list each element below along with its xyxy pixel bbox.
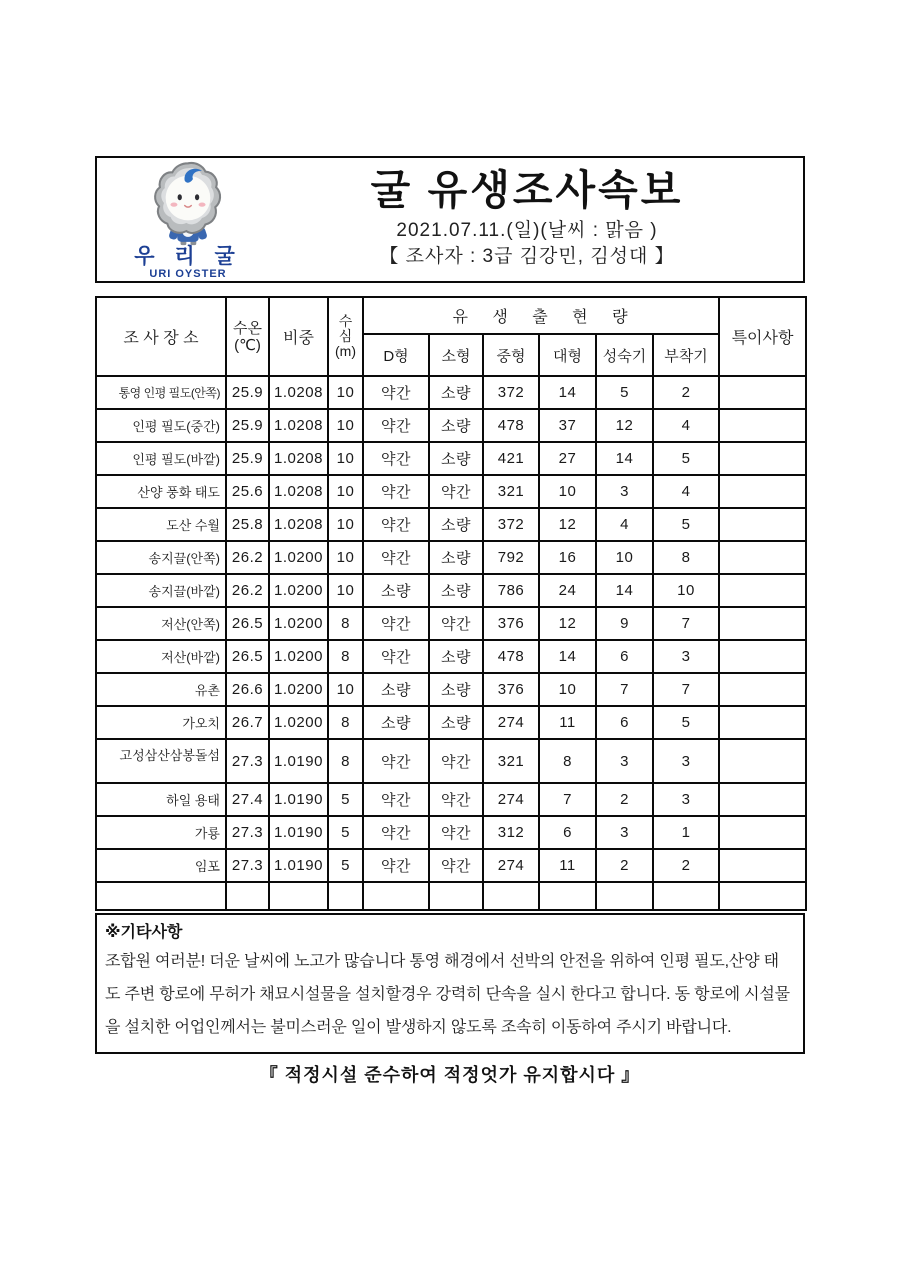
table-row — [96, 574, 806, 607]
cell-note — [719, 475, 806, 508]
oyster-mascot-icon — [142, 160, 234, 246]
uri-oyster-logo — [123, 160, 253, 281]
cell-d-type: 약간 — [363, 376, 429, 409]
cell-depth: 8 — [328, 739, 363, 783]
cell-water-temp: 26.6 — [226, 673, 269, 706]
footer-slogan: 『 적정시설 준수하여 적정엇가 유지합시다 』 — [259, 1065, 641, 1085]
col-header-location: 조 사 장 소 — [96, 297, 226, 376]
cell-attaching: 2 — [653, 376, 719, 409]
cell-large — [539, 882, 596, 910]
cell-specific-gravity: 1.0208 — [269, 508, 328, 541]
cell-location: 가오치 — [96, 706, 226, 739]
cell-water-temp: 26.5 — [226, 607, 269, 640]
cell-large: 10 — [539, 673, 596, 706]
cell-water-temp: 25.9 — [226, 376, 269, 409]
cell-note — [719, 640, 806, 673]
cell-depth: 8 — [328, 640, 363, 673]
cell-small: 소량 — [429, 409, 483, 442]
cell-mature: 2 — [596, 783, 653, 816]
cell-mature: 3 — [596, 816, 653, 849]
cell-note — [719, 607, 806, 640]
cell-attaching — [653, 882, 719, 910]
col-header-attaching: 부착기 — [653, 334, 719, 376]
cell-small: 약간 — [429, 849, 483, 882]
cell-d-type — [363, 882, 429, 910]
cell-small: 소량 — [429, 574, 483, 607]
cell-medium: 421 — [483, 442, 539, 475]
cell-mature: 3 — [596, 739, 653, 783]
cell-water-temp: 27.3 — [226, 849, 269, 882]
cell-depth — [328, 882, 363, 910]
cell-location: 저산(안쪽) — [96, 607, 226, 640]
cell-specific-gravity: 1.0190 — [269, 783, 328, 816]
table-row — [96, 607, 806, 640]
report-header — [95, 156, 805, 283]
cell-mature — [596, 882, 653, 910]
cell-depth: 5 — [328, 849, 363, 882]
cell-large: 16 — [539, 541, 596, 574]
cell-d-type: 약간 — [363, 849, 429, 882]
cell-large: 6 — [539, 816, 596, 849]
cell-specific-gravity: 1.0190 — [269, 816, 328, 849]
cell-attaching: 3 — [653, 783, 719, 816]
cell-water-temp: 26.7 — [226, 706, 269, 739]
cell-small: 약간 — [429, 475, 483, 508]
cell-attaching: 4 — [653, 409, 719, 442]
cell-location: 산양 풍화 태도 — [96, 475, 226, 508]
cell-depth: 10 — [328, 541, 363, 574]
cell-mature: 12 — [596, 409, 653, 442]
cell-mature: 4 — [596, 508, 653, 541]
cell-small: 소량 — [429, 376, 483, 409]
logo-english-name: URI OYSTER — [149, 268, 227, 280]
cell-location: 송지끌(바깥) — [96, 574, 226, 607]
cell-mature: 6 — [596, 706, 653, 739]
table-row — [96, 409, 806, 442]
cell-medium: 274 — [483, 783, 539, 816]
cell-mature: 3 — [596, 475, 653, 508]
cell-large: 11 — [539, 706, 596, 739]
cell-location: 하일 용태 — [96, 783, 226, 816]
cell-large: 12 — [539, 607, 596, 640]
table-row — [96, 739, 806, 783]
cell-small: 소량 — [429, 541, 483, 574]
cell-note — [719, 706, 806, 739]
cell-location: 인평 필도(바깥) — [96, 442, 226, 475]
cell-d-type: 약간 — [363, 640, 429, 673]
cell-note — [719, 541, 806, 574]
cell-d-type: 소량 — [363, 706, 429, 739]
cell-mature: 10 — [596, 541, 653, 574]
cell-depth: 10 — [328, 574, 363, 607]
report-date-weather: 2021.07.11.(일)(날씨 : 맑음 ) — [396, 220, 658, 241]
cell-depth: 10 — [328, 673, 363, 706]
cell-d-type: 약간 — [363, 739, 429, 783]
table-row — [96, 816, 806, 849]
cell-mature: 6 — [596, 640, 653, 673]
col-header-mature: 성숙기 — [596, 334, 653, 376]
cell-note — [719, 409, 806, 442]
cell-large: 10 — [539, 475, 596, 508]
cell-large: 12 — [539, 508, 596, 541]
cell-depth: 10 — [328, 376, 363, 409]
notes-body: 조합원 여러분! 더운 날씨에 노고가 많습니다 통영 해경에서 선박의 안전을 위하여 인평 필도,산양 태도 주변 항로에 무허가 채묘시설물을 설치할경우 강력히 단속을 실시 한다고 합니다. 동 항로에 시설물을 설치한 어업인께서는 불미스러운 일이 발생하지 않도록 조속히 이동하여 주시기 바랍니다. — [105, 953, 790, 1036]
cell-water-temp: 25.8 — [226, 508, 269, 541]
cell-note — [719, 816, 806, 849]
cell-specific-gravity: 1.0190 — [269, 849, 328, 882]
cell-d-type: 약간 — [363, 475, 429, 508]
cell-medium: 478 — [483, 640, 539, 673]
cell-mature: 14 — [596, 574, 653, 607]
report-surveyors: 【 조사자 : 3급 김강민, 김성대 】 — [379, 246, 675, 267]
table-row-empty — [96, 882, 806, 910]
cell-attaching: 1 — [653, 816, 719, 849]
cell-water-temp: 27.3 — [226, 816, 269, 849]
cell-specific-gravity: 1.0200 — [269, 574, 328, 607]
cell-medium: 321 — [483, 475, 539, 508]
cell-water-temp: 26.5 — [226, 640, 269, 673]
cell-attaching: 4 — [653, 475, 719, 508]
table-header — [96, 297, 806, 376]
cell-attaching: 5 — [653, 706, 719, 739]
cell-large: 11 — [539, 849, 596, 882]
col-header-larvae-occurrence: 유 생 출 현 량 — [363, 297, 719, 334]
cell-attaching: 7 — [653, 607, 719, 640]
table-row — [96, 706, 806, 739]
col-header-large: 대형 — [539, 334, 596, 376]
cell-depth: 10 — [328, 409, 363, 442]
table-row — [96, 442, 806, 475]
table-row — [96, 783, 806, 816]
cell-d-type: 약간 — [363, 816, 429, 849]
cell-water-temp: 27.4 — [226, 783, 269, 816]
cell-location: 임포 — [96, 849, 226, 882]
cell-specific-gravity: 1.0208 — [269, 409, 328, 442]
cell-note — [719, 442, 806, 475]
cell-medium: 376 — [483, 673, 539, 706]
cell-water-temp: 27.3 — [226, 739, 269, 783]
col-header-medium: 중형 — [483, 334, 539, 376]
cell-large: 8 — [539, 739, 596, 783]
cell-medium: 478 — [483, 409, 539, 442]
cell-water-temp: 26.2 — [226, 574, 269, 607]
cell-location — [96, 882, 226, 910]
cell-small: 소량 — [429, 508, 483, 541]
cell-medium: 792 — [483, 541, 539, 574]
cell-depth: 10 — [328, 475, 363, 508]
cell-location: 가룡 — [96, 816, 226, 849]
cell-note — [719, 783, 806, 816]
cell-specific-gravity: 1.0200 — [269, 673, 328, 706]
cell-location: 저산(바깥) — [96, 640, 226, 673]
cell-attaching: 3 — [653, 640, 719, 673]
col-header-small: 소형 — [429, 334, 483, 376]
cell-depth: 10 — [328, 442, 363, 475]
cell-water-temp: 25.9 — [226, 442, 269, 475]
cell-depth: 8 — [328, 607, 363, 640]
cell-specific-gravity: 1.0200 — [269, 640, 328, 673]
cell-attaching: 5 — [653, 442, 719, 475]
cell-water-temp: 25.6 — [226, 475, 269, 508]
cell-attaching: 8 — [653, 541, 719, 574]
cell-small: 약간 — [429, 783, 483, 816]
cell-small: 소량 — [429, 442, 483, 475]
col-header-water-temp: 수온 (℃) — [226, 297, 269, 376]
cell-attaching: 10 — [653, 574, 719, 607]
other-notes-section — [95, 913, 805, 1054]
cell-medium — [483, 882, 539, 910]
table-row — [96, 475, 806, 508]
cell-specific-gravity: 1.0208 — [269, 376, 328, 409]
cell-medium: 274 — [483, 849, 539, 882]
cell-mature: 2 — [596, 849, 653, 882]
logo-korean-name: 우 리 굴 — [134, 245, 242, 268]
cell-location: 송지끌(안쪽) — [96, 541, 226, 574]
cell-depth: 8 — [328, 706, 363, 739]
cell-location: 도산 수월 — [96, 508, 226, 541]
cell-large: 14 — [539, 376, 596, 409]
cell-depth: 5 — [328, 783, 363, 816]
cell-medium: 372 — [483, 376, 539, 409]
cell-attaching: 5 — [653, 508, 719, 541]
report-title: 굴 유생조사속보 — [370, 167, 684, 213]
cell-medium: 372 — [483, 508, 539, 541]
cell-mature: 7 — [596, 673, 653, 706]
cell-small — [429, 882, 483, 910]
cell-small: 소량 — [429, 640, 483, 673]
cell-specific-gravity: 1.0200 — [269, 706, 328, 739]
header-text-block — [257, 162, 797, 269]
cell-attaching: 3 — [653, 739, 719, 783]
cell-large: 37 — [539, 409, 596, 442]
cell-medium: 274 — [483, 706, 539, 739]
cell-specific-gravity: 1.0190 — [269, 739, 328, 783]
cell-note — [719, 882, 806, 910]
cell-d-type: 약간 — [363, 541, 429, 574]
cell-d-type: 약간 — [363, 442, 429, 475]
cell-large: 7 — [539, 783, 596, 816]
cell-small: 약간 — [429, 739, 483, 783]
cell-mature: 9 — [596, 607, 653, 640]
col-header-d-type: D형 — [363, 334, 429, 376]
cell-mature: 14 — [596, 442, 653, 475]
cell-d-type: 약간 — [363, 783, 429, 816]
cell-specific-gravity: 1.0208 — [269, 475, 328, 508]
col-header-depth: 수 심 (m) — [328, 297, 363, 376]
cell-d-type: 약간 — [363, 607, 429, 640]
cell-location: 통영 인평 필도(안쪽) — [96, 376, 226, 409]
cell-small: 소량 — [429, 673, 483, 706]
table-row — [96, 640, 806, 673]
cell-depth: 10 — [328, 508, 363, 541]
table-row — [96, 376, 806, 409]
cell-small: 약간 — [429, 816, 483, 849]
cell-specific-gravity: 1.0200 — [269, 607, 328, 640]
cell-note — [719, 376, 806, 409]
cell-depth: 5 — [328, 816, 363, 849]
cell-small: 약간 — [429, 607, 483, 640]
cell-note — [719, 849, 806, 882]
table-row — [96, 541, 806, 574]
cell-water-temp: 25.9 — [226, 409, 269, 442]
cell-medium: 312 — [483, 816, 539, 849]
cell-note — [719, 673, 806, 706]
cell-location: 유촌 — [96, 673, 226, 706]
cell-large: 14 — [539, 640, 596, 673]
cell-small: 소량 — [429, 706, 483, 739]
cell-water-temp — [226, 882, 269, 910]
cell-specific-gravity — [269, 882, 328, 910]
cell-note — [719, 508, 806, 541]
notes-title: ※기타사항 — [105, 924, 183, 941]
cell-water-temp: 26.2 — [226, 541, 269, 574]
cell-medium: 321 — [483, 739, 539, 783]
cell-large: 27 — [539, 442, 596, 475]
cell-mature: 5 — [596, 376, 653, 409]
cell-large: 24 — [539, 574, 596, 607]
cell-location: 고성삼산삼봉돌섬 — [96, 739, 226, 783]
table-row — [96, 508, 806, 541]
cell-d-type: 소량 — [363, 673, 429, 706]
table-row — [96, 849, 806, 882]
cell-d-type: 소량 — [363, 574, 429, 607]
cell-attaching: 7 — [653, 673, 719, 706]
cell-d-type: 약간 — [363, 508, 429, 541]
col-header-specific-gravity: 비중 — [269, 297, 328, 376]
cell-note — [719, 739, 806, 783]
cell-d-type: 약간 — [363, 409, 429, 442]
col-header-special-notes: 특이사항 — [719, 297, 806, 376]
cell-specific-gravity: 1.0208 — [269, 442, 328, 475]
cell-specific-gravity: 1.0200 — [269, 541, 328, 574]
cell-location: 인평 필도(중간) — [96, 409, 226, 442]
table-row — [96, 673, 806, 706]
larvae-survey-table — [95, 296, 807, 911]
cell-medium: 786 — [483, 574, 539, 607]
cell-medium: 376 — [483, 607, 539, 640]
cell-attaching: 2 — [653, 849, 719, 882]
table-body — [96, 376, 806, 910]
cell-note — [719, 574, 806, 607]
